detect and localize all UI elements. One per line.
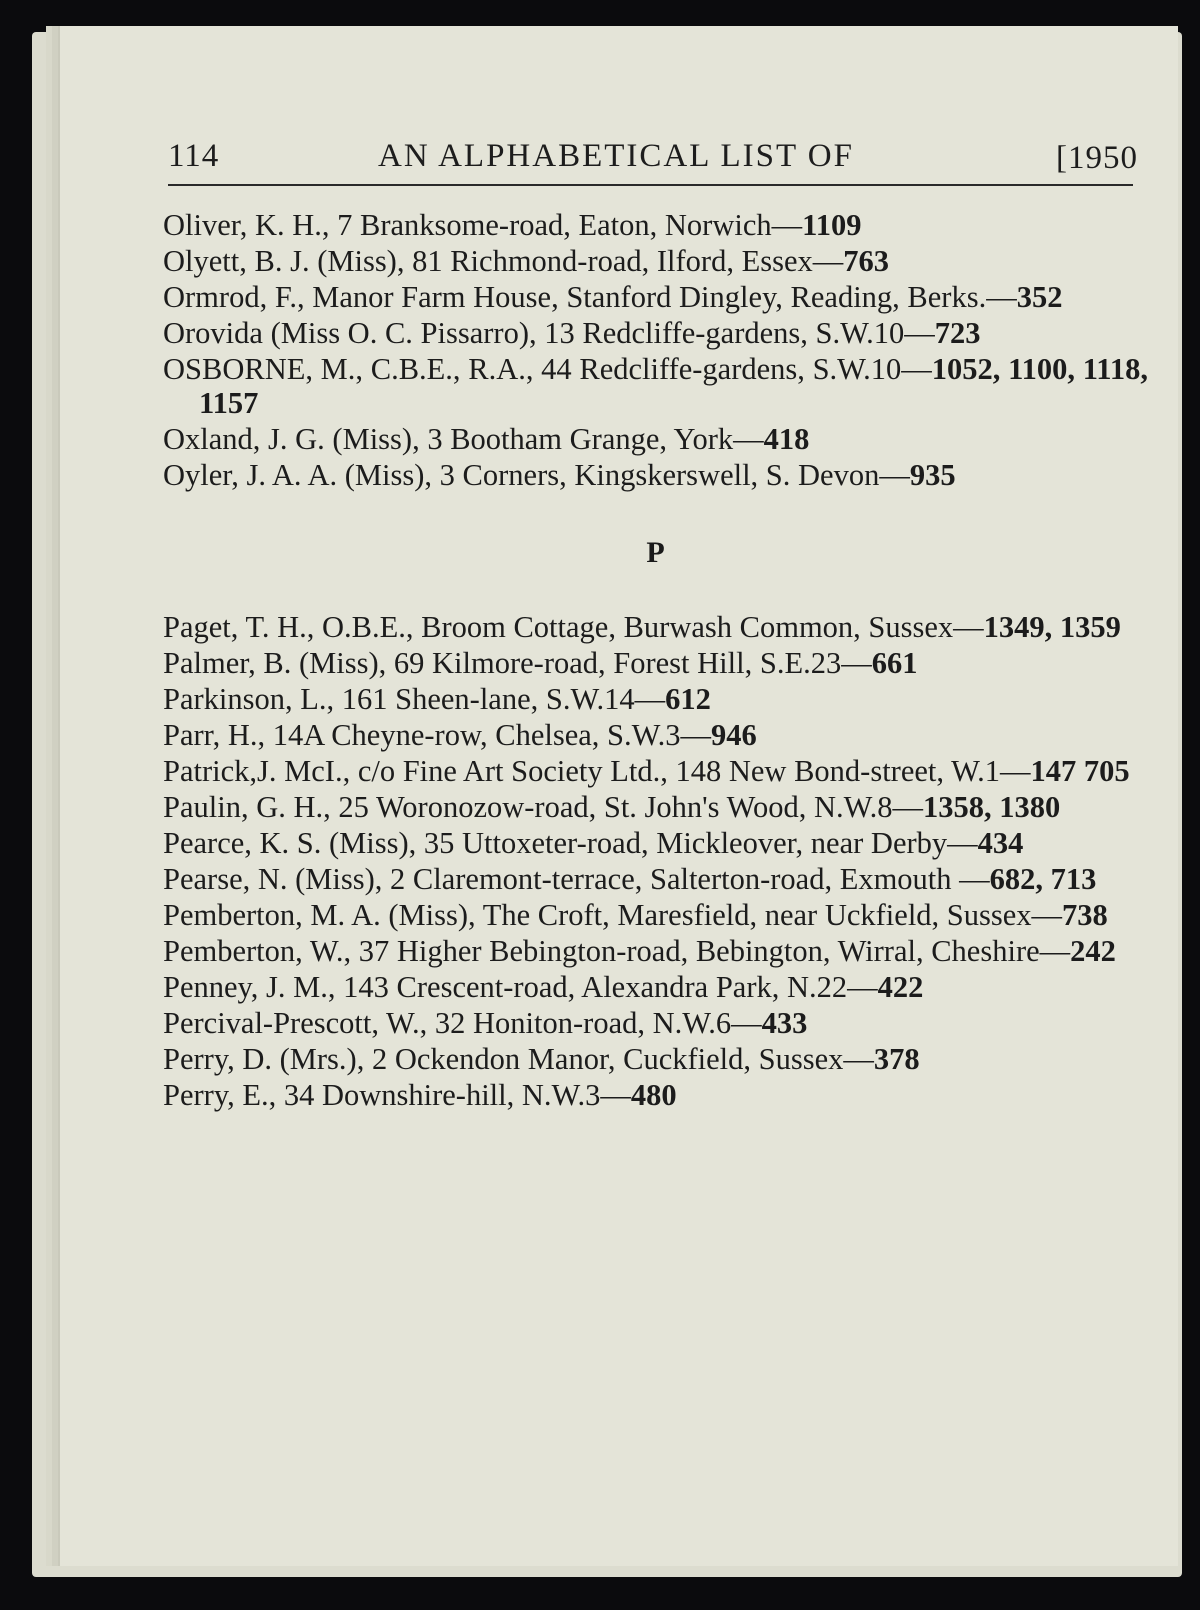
list-item (163, 244, 1148, 278)
entry-text: Parkinson, L., 161 Sheen-lane, S.W.14— (163, 682, 666, 716)
entry-reference: 242 (1070, 934, 1116, 968)
list-item (163, 898, 1148, 932)
entry-reference: 434 (977, 826, 1024, 860)
entry-reference: 1358, 1380 (922, 790, 1061, 824)
page-number: 114 (168, 138, 220, 174)
list-item (163, 280, 1148, 314)
list-item (163, 316, 1148, 350)
entry-text: Oliver, K. H., 7 Branksome-road, Eaton, Norwich— (163, 208, 803, 242)
running-header (168, 138, 1138, 182)
entry-text: Perry, E., 34 Downshire-hill, N.W.3— (163, 1078, 631, 1112)
list-item (163, 1078, 1148, 1112)
entry-reference: 352 (1016, 280, 1063, 314)
list-item (163, 934, 1148, 968)
list-item (163, 646, 1148, 680)
entry-reference: 682, 713 (989, 862, 1097, 896)
entry-reference: 418 (763, 422, 810, 456)
entry-reference: 1349, 1359 (983, 610, 1121, 644)
entry-text: Oxland, J. G. (Miss), 3 Bootham Grange, York— (163, 422, 764, 456)
entry-reference: 661 (871, 646, 918, 680)
entry-reference: 433 (761, 1006, 808, 1040)
entry-text: Pemberton, M. A. (Miss), The Croft, Maresfield, near Uckfield, Sussex— (163, 898, 1063, 932)
entries-o (163, 208, 1148, 492)
page-title: AN ALPHABETICAL LIST OF (378, 138, 854, 174)
list-item (163, 208, 1148, 242)
entry-reference: 147 705 (1030, 754, 1130, 788)
list-item (163, 682, 1148, 716)
entry-reference: 738 (1062, 898, 1108, 932)
list-item (163, 970, 1148, 1004)
list-item (163, 718, 1148, 752)
list-item (163, 1006, 1148, 1040)
entry-reference: 935 (909, 458, 956, 492)
list-item (163, 422, 1148, 456)
list-item (163, 352, 1148, 420)
entry-reference: 763 (843, 244, 889, 278)
entry-reference: 1052, 1100, 1118, 1157 (199, 352, 1148, 420)
entry-text: Parr, H., 14A Cheyne-row, Chelsea, S.W.3— (163, 718, 711, 752)
entry-text: Paget, T. H., O.B.E., Broom Cottage, Burwash Common, Sussex— (163, 610, 984, 644)
entry-text: Oyler, J. A. A. (Miss), 3 Corners, Kingskerswell, S. Devon— (163, 458, 910, 492)
entry-text: Ormrod, F., Manor Farm House, Stanford Dingley, Reading, Berks.— (163, 280, 1017, 314)
list-item (163, 458, 1148, 492)
entry-reference: 946 (711, 718, 757, 752)
entry-text: Pearce, K. S. (Miss), 35 Uttoxeter-road, Mickleover, near Derby— (163, 826, 978, 860)
entry-text: Pearse, N. (Miss), 2 Claremont-terrace, Salterton-road, Exmouth — (163, 862, 990, 896)
list-item (163, 754, 1148, 788)
entry-text: Patrick,J. McI., c/o Fine Art Society Ltd., 148 New Bond-street, W.1— (163, 754, 1031, 788)
entry-text: Palmer, B. (Miss), 69 Kilmore-road, Forest Hill, S.E.23— (163, 646, 872, 680)
entry-text: Orovida (Miss O. C. Pissarro), 13 Redcliffe-gardens, S.W.10— (163, 316, 935, 350)
entry-text: Paulin, G. H., 25 Woronozow-road, St. John's Wood, N.W.8— (163, 790, 923, 824)
entry-reference: 1109 (802, 208, 862, 242)
entries-p (163, 610, 1148, 1112)
year-label: [1950 (1056, 140, 1138, 176)
header-rule (168, 184, 1133, 186)
entry-text: OSBORNE, M., C.B.E., R.A., 44 Redcliffe-gardens, S.W.10— (163, 352, 932, 386)
list-item (163, 862, 1148, 896)
list-item (163, 826, 1148, 860)
section-letter: P (646, 536, 665, 569)
entry-reference: 480 (630, 1078, 677, 1112)
entry-reference: 612 (665, 682, 711, 716)
entry-reference: 723 (934, 316, 981, 350)
list-item (163, 790, 1148, 824)
directory-list (163, 208, 1148, 1114)
entry-text: Pemberton, W., 37 Higher Bebington-road, Bebington, Wirral, Cheshire— (163, 934, 1071, 968)
list-item (163, 1042, 1148, 1076)
entry-reference: 378 (873, 1042, 920, 1076)
list-item (163, 610, 1148, 644)
entry-text: Percival-Prescott, W., 32 Honiton-road, N.W.6— (163, 1006, 762, 1040)
entry-text: Penney, J. M., 143 Crescent-road, Alexandra Park, N.22— (163, 970, 878, 1004)
entry-text: Olyett, B. J. (Miss), 81 Richmond-road, Ilford, Essex— (163, 244, 844, 278)
entry-text: Perry, D. (Mrs.), 2 Ockendon Manor, Cuckfield, Sussex— (163, 1042, 874, 1076)
entry-reference: 422 (877, 970, 924, 1004)
